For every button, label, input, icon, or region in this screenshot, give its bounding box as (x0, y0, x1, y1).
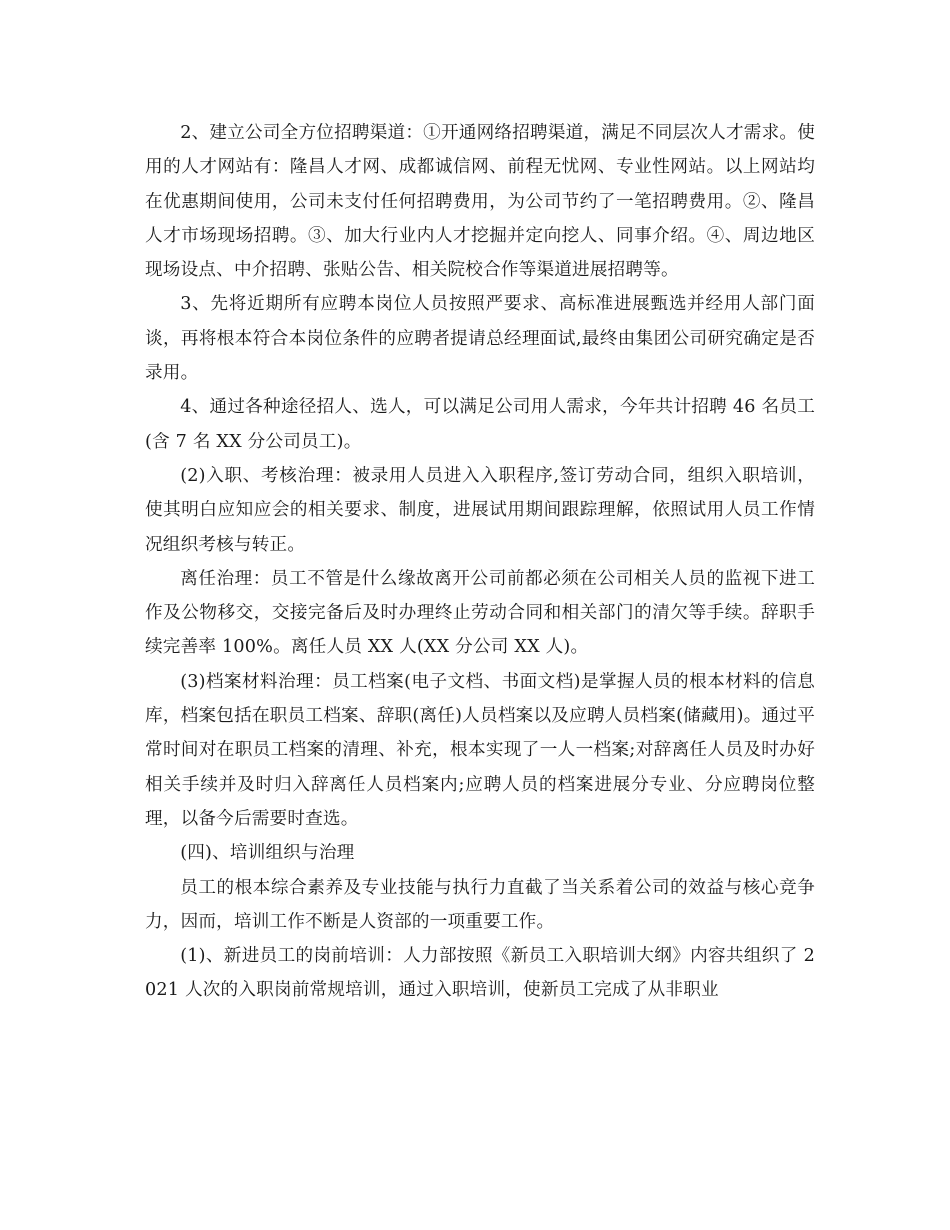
paragraph-hiring-summary: 4、通过各种途径招人、选人，可以满足公司用人需求，今年共计招聘 46 名员工(含 7 名 XX 分公司员工)。 (145, 397, 815, 452)
paragraph-resignation-management: 离任治理：员工不管是什么缘故离开公司前都必须在公司相关人员的监视下进工作及公物移交，交接完备后及时办理终止劳动合同和相关部门的清欠等手续。辞职手续完善率 100%。离任人员 XX 人(XX 分公司 XX 人)。 (145, 568, 815, 658)
section-heading-training: (四)、培训组织与治理 (180, 843, 355, 864)
paragraph-new-employee-training: (1)、新进员工的岗前培训：人力部按照《新员工入职培训大纲》内容共组织了 2021 人次的入职岗前常规培训，通过入职培训，使新员工完成了从非职业 (145, 946, 815, 1001)
paragraph-onboarding-assessment: (2)入职、考核治理：被录用人员进入入职程序,签订劳动合同，组织入职培训，使其明白应知应会的相关要求、制度，进展试用期间跟踪理解，依照试用人员工作情况组织考核与转正。 (145, 465, 815, 555)
paragraph-archive-management: (3)档案材料治理：员工档案(电子文档、书面文档)是掌握人员的根本材料的信息库，档案包括在职员工档案、辞职(离任)人员档案以及应聘人员档案(储藏用)。通过平常时间对在职员工档案的清理、补充，根本实现了一人一档案;对辞离任人员及时办好相关手续并及时归入辞离任人员档案内;应聘人员的档案进展分专业、分应聘岗位整理，以备今后需要时查选。 (145, 671, 815, 829)
paragraph-screening-process: 3、先将近期所有应聘本岗位人员按照严要求、高标准进展甄选并经用人部门面谈，再将根本符合本岗位条件的应聘者提请总经理面试,最终由集团公司研究确定是否录用。 (145, 294, 815, 384)
paragraph-training-importance: 员工的根本综合素养及专业技能与执行力直截了当关系着公司的效益与核心竞争力，因而，培训工作不断是人资部的一项重要工作。 (145, 877, 815, 932)
paragraph-recruitment-channels: 2、建立公司全方位招聘渠道：①开通网络招聘渠道，满足不同层次人才需求。使用的人才网站有：隆昌人才网、成都诚信网、前程无忧网、专业性网站。以上网站均在优惠期间使用，公司未支付任何招聘费用，为公司节约了一笔招聘费用。②、隆昌人才市场现场招聘。③、加大行业内人才挖掘并定向挖人、同事介绍。④、周边地区现场设点、中介招聘、张贴公告、相关院校合作等渠道进展招聘等。 (145, 123, 815, 281)
document-body (145, 116, 815, 1008)
